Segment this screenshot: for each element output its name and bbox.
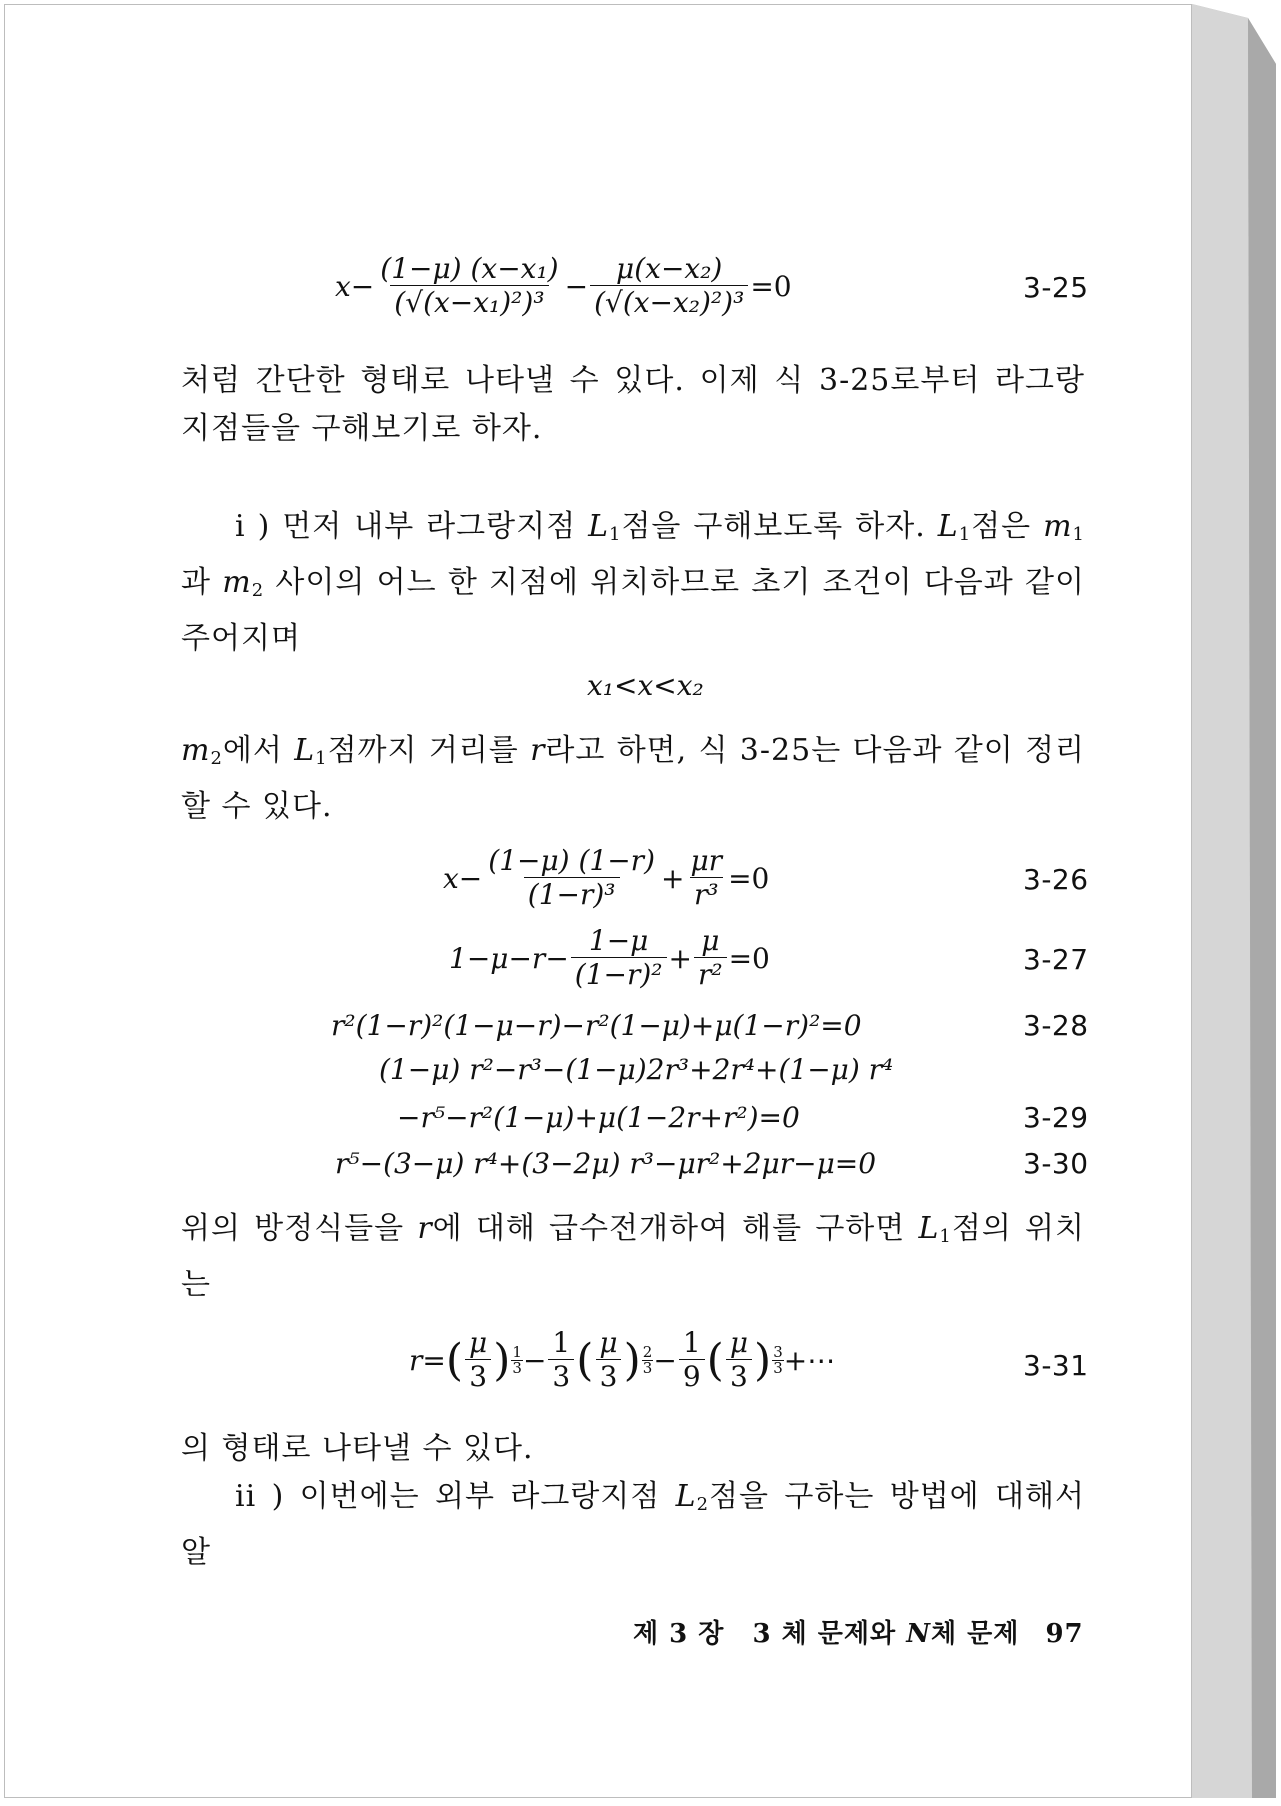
equation-number-3-25: 3-25 [1023, 271, 1089, 304]
eq-3-31-fraction-1-3 [548, 1327, 574, 1394]
para2-text-b: 점을 구해보도록 하자. [621, 509, 938, 544]
eq-3-27-fraction-2 [694, 925, 727, 992]
inequality-x1-x-x2: x₁<x<x₂ [587, 669, 704, 702]
exponent-numerator: 2 [642, 1343, 653, 1361]
l1-symbol: L [937, 509, 959, 544]
denominator-9: 9 [679, 1359, 705, 1394]
para6-text-a: ii ) 이번에는 외부 라그랑지점 [235, 1479, 676, 1514]
eq-3-26-rhs: =0 [728, 862, 770, 895]
eq-3-25-frac2-denominator: (√(x−x₂)²)³ [590, 285, 748, 320]
l1-subscript: 1 [939, 1226, 952, 1247]
l1-symbol: L [294, 733, 316, 768]
para6-text-b: 점을 구하는 방법에 대해서 알 [181, 1479, 1085, 1570]
l1-subscript: 1 [608, 524, 622, 545]
numerator-1: 1 [682, 1326, 701, 1359]
footer-title-n: N [906, 1619, 931, 1649]
equation-3-31 [409, 1327, 835, 1394]
eq-3-27-lhs: 1−μ−r− [449, 942, 569, 975]
l1-symbol: L [588, 509, 609, 544]
exponent-denominator: 3 [773, 1359, 783, 1377]
paragraph-3 [181, 727, 1085, 831]
eq-3-27-frac1-numerator: 1−μ [588, 924, 649, 957]
para4-text-a: 위의 방정식들을 [181, 1211, 418, 1246]
numerator-1: 1 [552, 1326, 571, 1359]
series-continuation: +⋯ [783, 1344, 836, 1377]
paragraph-6 [181, 1473, 1085, 1577]
para4-text-b: 에 대해 급수전개하여 해를 구하면 [432, 1211, 919, 1246]
left-paren: ( [445, 1334, 464, 1386]
para2-text-e: 사이의 어느 한 지점에 위치하므로 초기 조건이 다음과 같이 주어지며 [181, 565, 1085, 656]
plus-sign: + [668, 942, 692, 975]
l1-subscript: 1 [315, 748, 328, 769]
l1-subscript: 1 [958, 524, 972, 545]
eq-3-27-fraction-1 [571, 925, 667, 992]
exponent-denominator: 3 [512, 1359, 522, 1377]
equation-3-27 [449, 925, 770, 992]
denominator-3: 3 [596, 1359, 622, 1394]
eq-3-25-frac1-denominator: (√(x−x₁)²)³ [390, 285, 548, 320]
exponent-2-3 [642, 1345, 654, 1376]
minus-sign: − [522, 1344, 547, 1377]
para3-text-a: 에서 [222, 733, 295, 768]
equation-number-3-27: 3-27 [1023, 943, 1089, 976]
eq-3-26-frac2-numerator: μr [690, 844, 723, 877]
eq-3-25-fraction-1 [376, 253, 562, 320]
paragraph-4 [181, 1205, 1085, 1309]
eq-3-25-fraction-2 [590, 253, 748, 320]
m1-subscript: 1 [1072, 524, 1085, 545]
right-paren: ) [623, 1334, 641, 1386]
minus-sign: − [564, 270, 589, 303]
eq-3-25-frac1-numerator: (1−μ) (x−x₁) [380, 252, 559, 285]
equation-3-26 [443, 845, 769, 912]
plus-sign: + [661, 862, 685, 895]
eq-3-26-lhs: x− [443, 862, 483, 895]
eq-3-25-rhs: =0 [750, 270, 792, 303]
equation-3-29-line-2: −r⁵−r²(1−μ)+μ(1−2r+r²)=0 [397, 1101, 800, 1134]
right-paren: ) [754, 1334, 772, 1386]
m2-subscript: 2 [210, 748, 223, 769]
para3-text-c: 라고 하면, 식 3-25는 다음과 같이 정리할 수 있다. [181, 733, 1085, 824]
exponent-numerator: 3 [773, 1343, 783, 1361]
exponent-numerator: 1 [512, 1343, 522, 1361]
r-symbol: r [530, 733, 546, 768]
para4-text-c: 점의 위치는 [181, 1211, 1085, 1302]
eq-3-27-frac1-denominator: (1−r)² [571, 957, 667, 992]
denominator-3: 3 [465, 1359, 491, 1394]
eq-3-27-rhs: =0 [728, 942, 770, 975]
denominator-3: 3 [726, 1359, 752, 1394]
mu-symbol: μ [599, 1326, 618, 1359]
minus-sign: − [350, 270, 375, 303]
page-stack-edge [1192, 4, 1276, 1798]
eq-3-27-frac2-denominator: r² [694, 957, 727, 992]
left-paren: ( [576, 1334, 594, 1386]
exponent-3-3 [772, 1345, 784, 1376]
equation-3-25 [335, 253, 792, 320]
mu-symbol: μ [469, 1326, 488, 1359]
equation-3-30: r⁵−(3−μ) r⁴+(3−2μ) r³−μr²+2μr−μ=0 [335, 1147, 877, 1180]
l2-symbol: L [675, 1479, 697, 1514]
equation-number-3-31: 3-31 [1023, 1349, 1089, 1382]
para2-text-d: 과 [181, 565, 223, 600]
paragraph-2 [181, 503, 1085, 663]
minus-sign: − [653, 1344, 677, 1377]
eq-3-25-lhs: x [335, 270, 351, 303]
equation-3-28: r²(1−r)²(1−μ−r)−r²(1−μ)+μ(1−r)²=0 [331, 1009, 862, 1042]
eq-3-31-fraction-mu-3 [726, 1327, 752, 1394]
left-paren: ( [706, 1334, 724, 1386]
eq-3-31-fraction-1-9 [679, 1327, 705, 1394]
eq-3-26-frac1-denominator: (1−r)³ [524, 877, 620, 912]
page-footer [633, 1613, 1084, 1650]
page-number: 97 [1045, 1619, 1084, 1649]
eq-3-26-fraction-1 [484, 845, 659, 912]
denominator-3: 3 [548, 1359, 574, 1394]
m2-symbol: m [222, 565, 252, 600]
exponent-1-3 [511, 1345, 523, 1376]
r-symbol: r [417, 1211, 433, 1246]
equation-number-3-26: 3-26 [1023, 863, 1089, 896]
exponent-denominator: 3 [642, 1359, 653, 1377]
para3-text-b: 점까지 거리를 [327, 733, 531, 768]
book-page [4, 4, 1192, 1798]
footer-title-b: 체 문제 [930, 1619, 1020, 1649]
footer-title-a: 3 체 문제와 [752, 1619, 907, 1649]
mu-symbol: μ [729, 1326, 749, 1359]
equation-number-3-30: 3-30 [1023, 1147, 1089, 1180]
para2-text-a: i ) 먼저 내부 라그랑지점 [235, 509, 589, 544]
right-paren: ) [493, 1334, 511, 1386]
eq-3-31-fraction-mu-3 [465, 1327, 491, 1394]
paragraph-5: 의 형태로 나타낼 수 있다. [181, 1431, 534, 1466]
eq-3-26-frac1-numerator: (1−μ) (1−r) [488, 844, 655, 877]
equation-number-3-29: 3-29 [1023, 1101, 1089, 1134]
m2-symbol: m [181, 733, 211, 768]
para2-text-c: 점은 [971, 509, 1044, 544]
eq-3-26-frac2-denominator: r³ [690, 877, 723, 912]
footer-chapter: 제 3 장 [633, 1619, 725, 1649]
equation-3-29-line-1: (1−μ) r²−r³−(1−μ)2r³+2r⁴+(1−μ) r⁴ [379, 1053, 894, 1086]
l1-symbol: L [918, 1211, 940, 1246]
eq-3-25-frac2-numerator: μ(x−x₂) [616, 252, 723, 285]
eq-3-31-lhs: r= [409, 1344, 446, 1377]
eq-3-26-fraction-2 [686, 845, 726, 912]
equation-number-3-28: 3-28 [1023, 1009, 1089, 1042]
eq-3-27-frac2-numerator: μ [701, 924, 720, 957]
l2-subscript: 2 [696, 1494, 710, 1515]
m1-symbol: m [1043, 509, 1073, 544]
paragraph-1: 처럼 간단한 형태로 나타낼 수 있다. 이제 식 3-25로부터 라그랑 지점들을 구해보기로 하자. [181, 363, 1085, 446]
eq-3-31-fraction-mu-3 [595, 1327, 621, 1394]
m2-subscript: 2 [251, 580, 265, 601]
